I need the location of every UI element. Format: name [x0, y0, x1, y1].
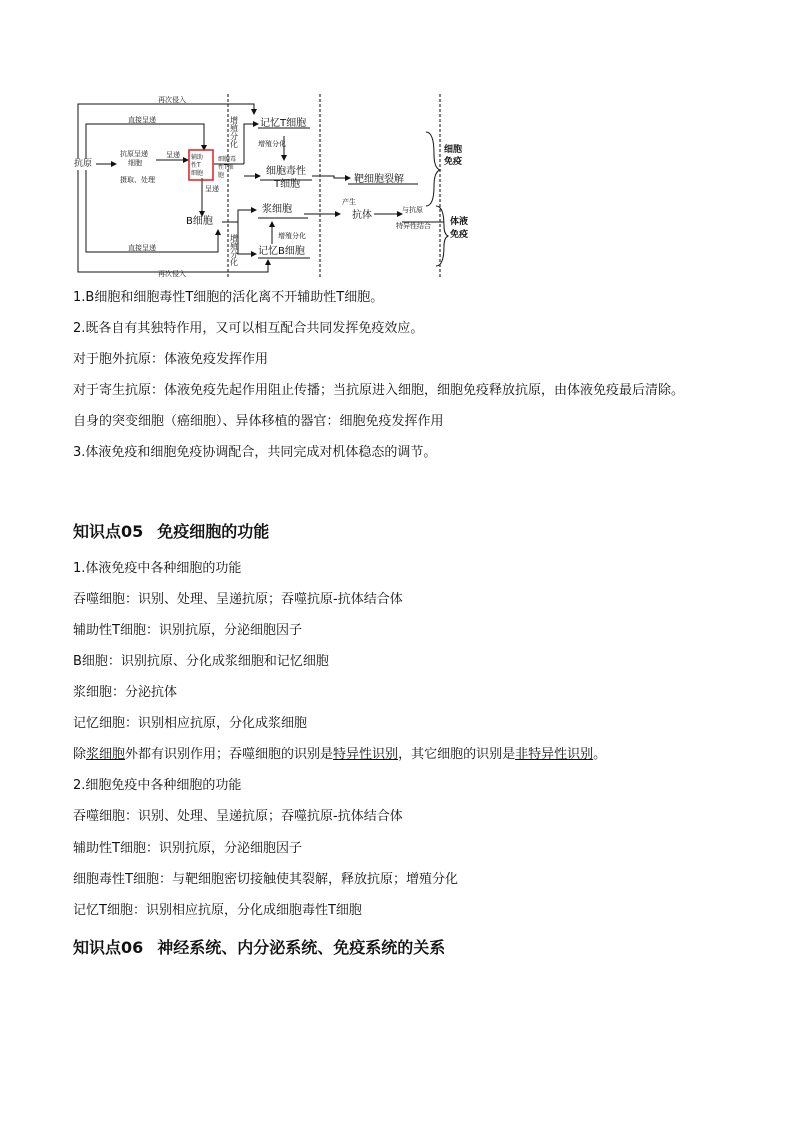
immune-response-diagram: [72, 94, 472, 278]
cellular-immunity-line2: 免疫: [444, 157, 463, 167]
bind-label-line2: 特异性结合: [396, 222, 431, 230]
list-item: 吞噬细胞：识别、处理、呈递抗原；吞噬抗原-抗体结合体: [73, 592, 403, 607]
bind-label-line1: 与抗原: [402, 206, 423, 214]
target-lysis-label: 靶细胞裂解: [354, 174, 404, 185]
text-line: 1.B细胞和细胞毒性T细胞的活化离不开辅助性T细胞。: [73, 290, 384, 305]
list-item: 吞噬细胞：识别、处理、呈递抗原；吞噬抗原-抗体结合体: [73, 809, 403, 824]
cyto-t-line1: 细胞毒性: [266, 166, 306, 177]
memory-t-label: 记忆T细胞: [260, 118, 307, 129]
heading-number: 知识点06: [73, 938, 144, 957]
note-text: ，其它细胞的识别是: [398, 747, 516, 762]
subsection-title: 2.细胞免疫中各种细胞的功能: [73, 778, 242, 793]
memory-b-label: 记忆B细胞: [258, 246, 305, 257]
list-item: B细胞：识别抗原、分化成浆细胞和记忆细胞: [73, 654, 329, 669]
text-line: 对于胞外抗原：体液免疫发挥作用: [73, 352, 269, 367]
apc-label-line2: 细胞: [128, 159, 142, 167]
cytokine-line3: 胞: [218, 172, 225, 179]
cytokine-line2: 性T细: [218, 164, 234, 171]
cytokine-line1: 细胞毒: [218, 156, 237, 163]
antibody-label: 抗体: [352, 210, 372, 221]
text-line: 自身的突变细胞（癌细胞）、异体移植的器官：细胞免疫发挥作用: [73, 414, 444, 429]
section-heading-05: [73, 522, 269, 542]
recognition-note: [73, 747, 606, 763]
list-item: 细胞毒性T细胞：与靶细胞密切接触使其裂解，释放抗原；增殖分化: [73, 872, 458, 887]
text-line: 2.既各自有其独特作用，又可以相互配合共同发挥免疫效应。: [73, 321, 424, 336]
list-item: 辅助性T细胞：识别抗原，分泌细胞因子: [73, 623, 302, 638]
note-underline: 特异性识别: [333, 747, 399, 762]
present-label: 呈递: [166, 151, 180, 159]
list-item: 浆细胞：分泌抗体: [73, 685, 178, 700]
reinvade-top-label: 再次侵入: [158, 96, 186, 104]
immune-diagram-svg: [72, 94, 472, 278]
helper-t-line3: 细胞: [191, 170, 204, 177]
section-heading-06: [73, 938, 445, 958]
text-line: 对于寄生抗原：体液免疫先起作用阻止传播；当抗原进入细胞，细胞免疫释放抗原，由体液免疫最后清除。: [73, 383, 685, 398]
list-item: 记忆T细胞：识别相应抗原，分化成细胞毒性T细胞: [73, 903, 362, 918]
humoral-immunity-line1: 体液: [450, 217, 469, 227]
reinvade-bottom-arrow: [78, 170, 268, 272]
b-cell-label: B细胞: [186, 216, 213, 227]
heading-title: 免疫细胞的功能: [157, 522, 270, 541]
note-underline: 非特异性识别: [515, 747, 594, 762]
list-item: 辅助性T细胞：识别抗原，分泌细胞因子: [73, 841, 302, 856]
prolif-bottom-label: 增殖分化: [229, 234, 239, 266]
note-text: 。: [593, 747, 607, 762]
prolif-mid-label: 增殖分化: [258, 140, 286, 148]
antigen-label: 抗原: [74, 159, 93, 169]
note-text: 外都有识别作用；吞噬细胞的识别是: [125, 747, 334, 762]
present2-label: 呈递: [205, 185, 219, 193]
direct-present-top-label: 直接呈递: [128, 116, 156, 124]
prolif-top-label: 增殖分化: [229, 116, 239, 148]
note-underline: 浆细胞: [86, 747, 126, 762]
cellular-immunity-line1: 细胞: [444, 145, 463, 155]
produce-label: 产生: [342, 198, 356, 206]
helper-t-line2: 性T: [191, 162, 201, 169]
cyto-t-line2: T细胞: [274, 179, 301, 190]
humoral-immunity-line2: 免疫: [450, 230, 469, 240]
note-text: 除: [73, 747, 87, 762]
uptake-label: 摄取、处理: [120, 176, 155, 184]
helper-t-line1: 辅助: [191, 154, 204, 161]
reinvade-bottom-label: 再次侵入: [158, 270, 186, 278]
text-line: 3.体液免疫和细胞免疫协调配合，共同完成对机体稳态的调节。: [73, 445, 437, 460]
subsection-title: 1.体液免疫中各种细胞的功能: [73, 561, 242, 576]
plasma-label: 浆细胞: [262, 204, 292, 215]
list-item: 记忆细胞：识别相应抗原，分化成浆细胞: [73, 716, 308, 731]
heading-title: 神经系统、内分泌系统、免疫系统的关系: [157, 938, 446, 957]
direct-present-bottom-label: 直接呈递: [128, 244, 156, 252]
apc-label-line1: 抗原呈递: [120, 150, 148, 158]
prolif-mid2-label: 增殖分化: [278, 232, 306, 240]
heading-number: 知识点05: [73, 522, 144, 541]
